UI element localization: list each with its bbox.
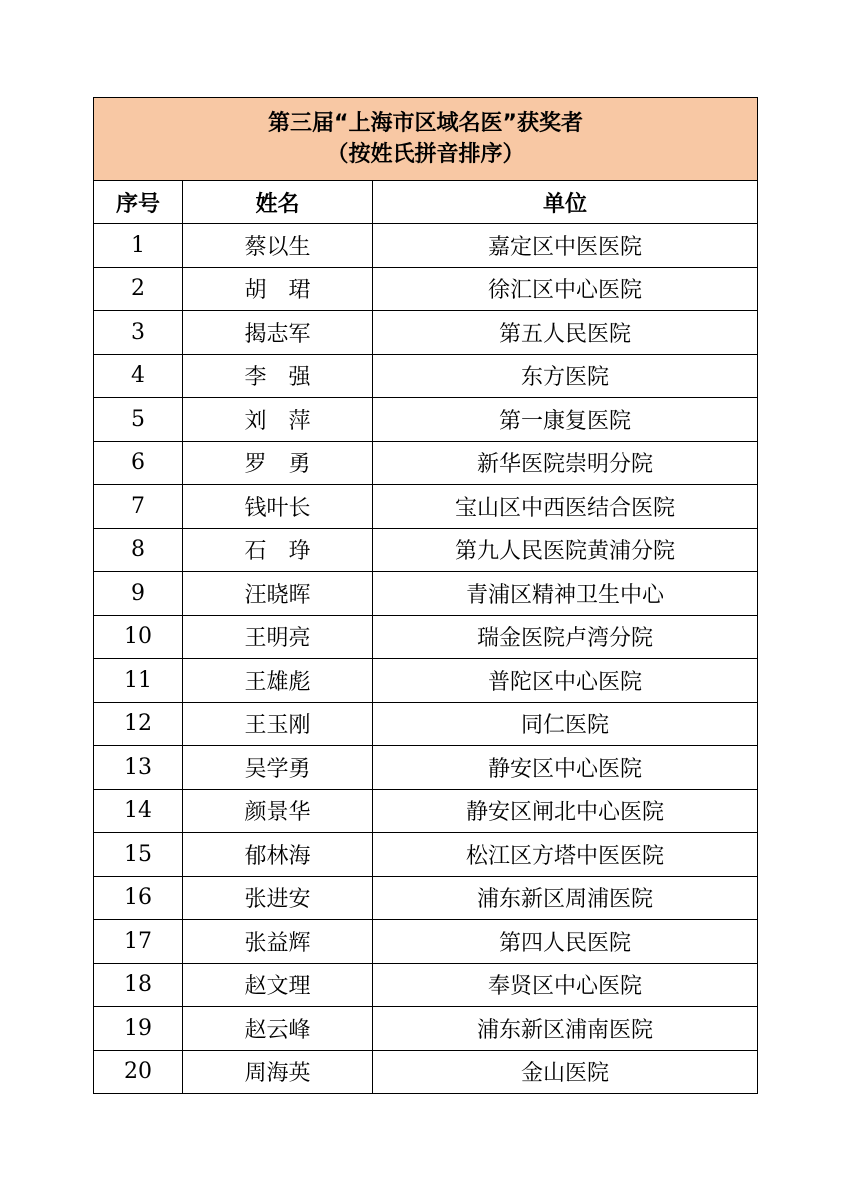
table-row (94, 224, 758, 268)
table-row (94, 354, 758, 398)
row-name: 王玉刚 (183, 702, 373, 746)
table-row (94, 441, 758, 485)
table-row (94, 267, 758, 311)
row-number: 4 (94, 354, 183, 398)
table-row (94, 789, 758, 833)
row-unit: 第九人民医院黄浦分院 (373, 528, 758, 572)
row-unit: 东方医院 (373, 354, 758, 398)
row-number: 6 (94, 441, 183, 485)
header-name: 姓名 (183, 181, 373, 224)
row-number: 12 (94, 702, 183, 746)
row-unit: 徐汇区中心医院 (373, 267, 758, 311)
row-number: 19 (94, 1007, 183, 1051)
row-unit: 松江区方塔中医医院 (373, 833, 758, 877)
row-name: 罗 勇 (183, 441, 373, 485)
row-unit: 金山医院 (373, 1050, 758, 1094)
row-name: 周海英 (183, 1050, 373, 1094)
table-row (94, 876, 758, 920)
row-name: 张益辉 (183, 920, 373, 964)
row-number: 14 (94, 789, 183, 833)
row-name: 王明亮 (183, 615, 373, 659)
row-number: 2 (94, 267, 183, 311)
header-unit: 单位 (373, 181, 758, 224)
row-name: 石 琤 (183, 528, 373, 572)
row-number: 15 (94, 833, 183, 877)
row-name: 汪晓晖 (183, 572, 373, 616)
row-number: 18 (94, 963, 183, 1007)
row-unit: 静安区中心医院 (373, 746, 758, 790)
table-row (94, 485, 758, 529)
row-unit: 嘉定区中医医院 (373, 224, 758, 268)
row-unit: 浦东新区浦南医院 (373, 1007, 758, 1051)
row-number: 16 (94, 876, 183, 920)
row-unit: 新华医院崇明分院 (373, 441, 758, 485)
row-name: 揭志军 (183, 311, 373, 355)
row-name: 吴学勇 (183, 746, 373, 790)
header-row (94, 181, 758, 224)
row-unit: 第五人民医院 (373, 311, 758, 355)
table-row (94, 702, 758, 746)
row-number: 13 (94, 746, 183, 790)
row-number: 11 (94, 659, 183, 703)
row-unit: 浦东新区周浦医院 (373, 876, 758, 920)
row-unit: 奉贤区中心医院 (373, 963, 758, 1007)
row-name: 胡 珺 (183, 267, 373, 311)
row-unit: 青浦区精神卫生中心 (373, 572, 758, 616)
table-row (94, 1050, 758, 1094)
row-number: 1 (94, 224, 183, 268)
row-number: 8 (94, 528, 183, 572)
row-unit: 普陀区中心医院 (373, 659, 758, 703)
table-row (94, 920, 758, 964)
row-number: 9 (94, 572, 183, 616)
row-unit: 同仁医院 (373, 702, 758, 746)
row-unit: 瑞金医院卢湾分院 (373, 615, 758, 659)
row-number: 20 (94, 1050, 183, 1094)
row-name: 王雄彪 (183, 659, 373, 703)
row-number: 7 (94, 485, 183, 529)
row-number: 5 (94, 398, 183, 442)
table-row (94, 833, 758, 877)
title-row (94, 98, 758, 181)
table-row (94, 615, 758, 659)
row-name: 郁林海 (183, 833, 373, 877)
table-title (94, 98, 758, 181)
table-title-main: 第三届“上海市区域名医”获奖者 (268, 111, 583, 136)
row-unit: 静安区闸北中心医院 (373, 789, 758, 833)
table-row (94, 398, 758, 442)
row-unit: 第四人民医院 (373, 920, 758, 964)
table-row (94, 659, 758, 703)
table-row (94, 572, 758, 616)
table-title-subtitle: （按姓氏拼音排序） (326, 142, 525, 167)
row-name: 赵文理 (183, 963, 373, 1007)
row-name: 赵云峰 (183, 1007, 373, 1051)
header-number: 序号 (94, 181, 183, 224)
award-winners-table (93, 97, 758, 1094)
row-number: 3 (94, 311, 183, 355)
row-number: 17 (94, 920, 183, 964)
table-row (94, 1007, 758, 1051)
row-unit: 第一康复医院 (373, 398, 758, 442)
row-name: 颜景华 (183, 789, 373, 833)
row-number: 10 (94, 615, 183, 659)
table-row (94, 528, 758, 572)
table-row (94, 746, 758, 790)
table-row (94, 963, 758, 1007)
row-name: 刘 萍 (183, 398, 373, 442)
row-unit: 宝山区中西医结合医院 (373, 485, 758, 529)
row-name: 张进安 (183, 876, 373, 920)
row-name: 李 强 (183, 354, 373, 398)
row-name: 蔡以生 (183, 224, 373, 268)
table-body (94, 224, 758, 1094)
table-row (94, 311, 758, 355)
row-name: 钱叶长 (183, 485, 373, 529)
